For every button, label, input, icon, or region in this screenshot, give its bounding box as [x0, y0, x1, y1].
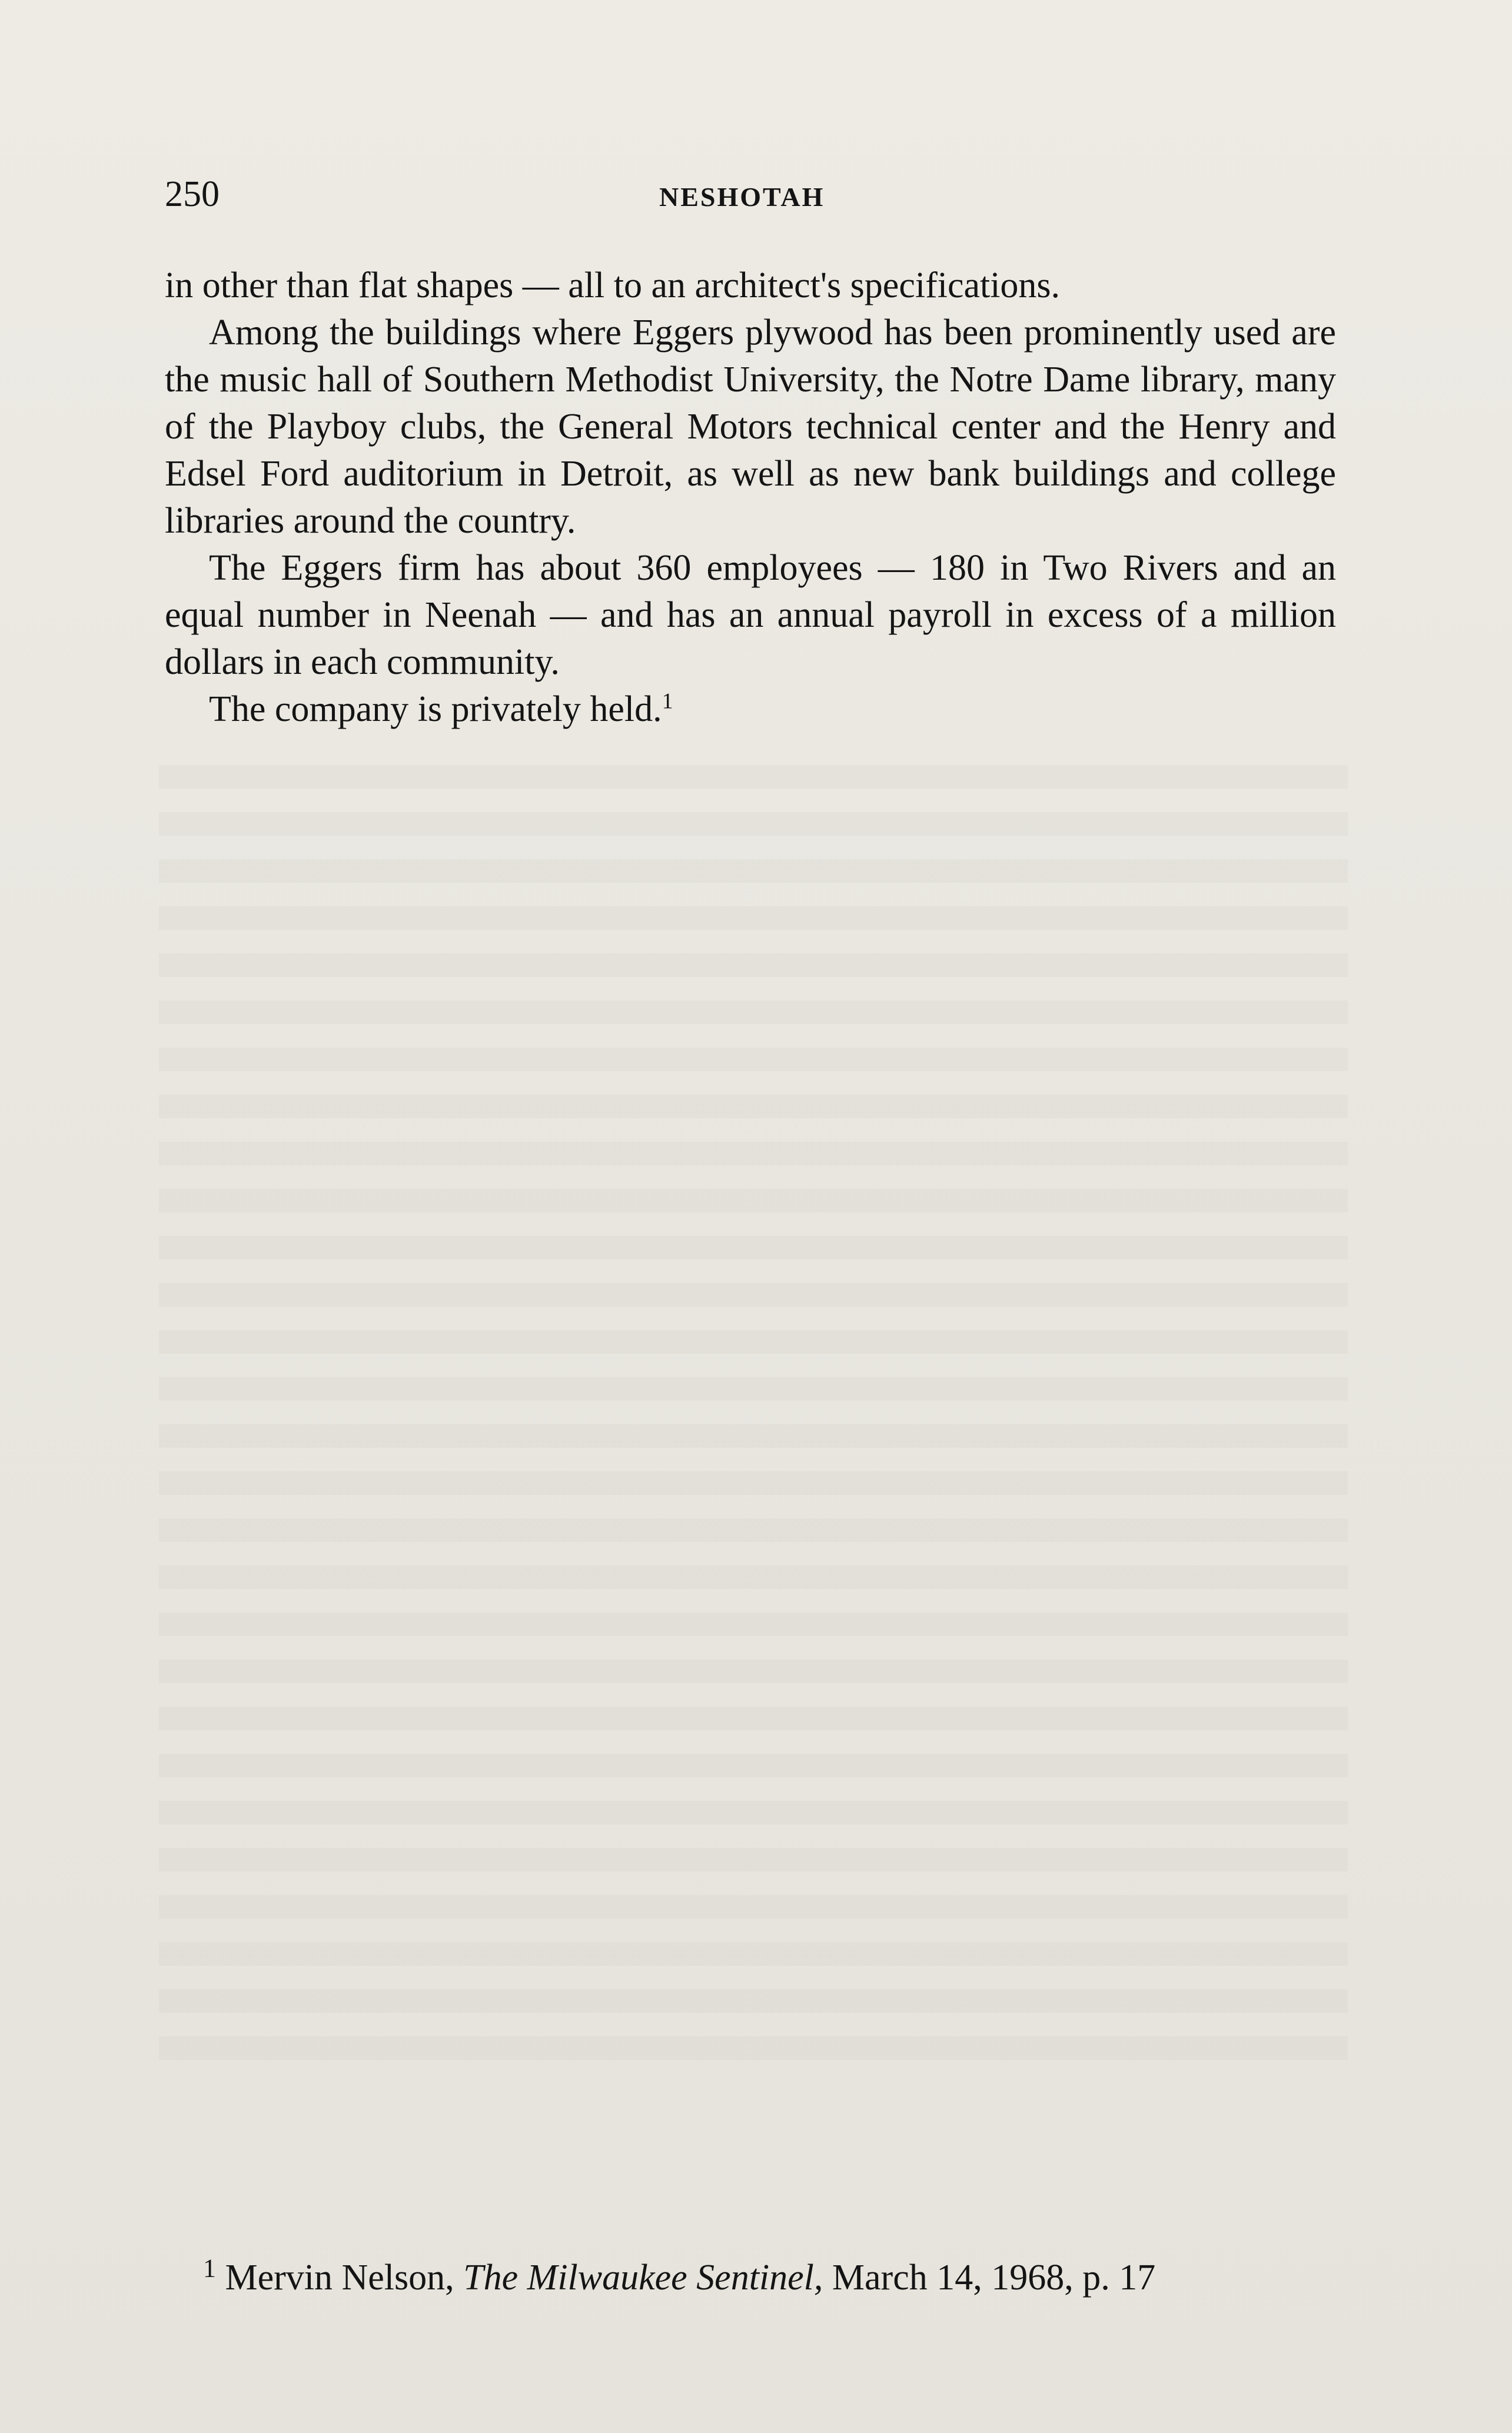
ownership-text: The company is privately held. [209, 689, 662, 729]
footnote-marker: 1 [203, 2253, 216, 2283]
running-title: NESHOTAH [659, 182, 825, 212]
paragraph-continued: in other than flat shapes — all to an architect's specifications. [165, 265, 1061, 305]
paragraph-employees: The Eggers firm has about 360 employees — 180 in Two Rivers and an equal number in Neenah — and has an annual payroll in excess of a million dollars in each community. [165, 548, 1336, 682]
body-text [165, 262, 1336, 733]
footnote [203, 2254, 1336, 2301]
paragraph-buildings: Among the buildings where Eggers plywood has been prominently used are the music hall of Southern Methodist University, the Notre Dame library, many of the Playboy clubs, the General Motors technical center and the Henry and Edsel Ford auditorium in Detroit, as well as new bank buildings and college libraries around the country. [165, 313, 1336, 541]
footnote-date: March 14, 1968, p. 17 [823, 2258, 1156, 2298]
footnote-reference: 1 [662, 689, 673, 714]
bleed-through-shadow [159, 765, 1348, 2060]
page-number: 250 [165, 174, 220, 214]
running-header [165, 171, 1336, 218]
footnote-publication: The Milwaukee Sentinel, [463, 2258, 823, 2298]
paragraph-ownership [165, 686, 1336, 733]
footnote-author: Mervin Nelson, [225, 2258, 464, 2298]
